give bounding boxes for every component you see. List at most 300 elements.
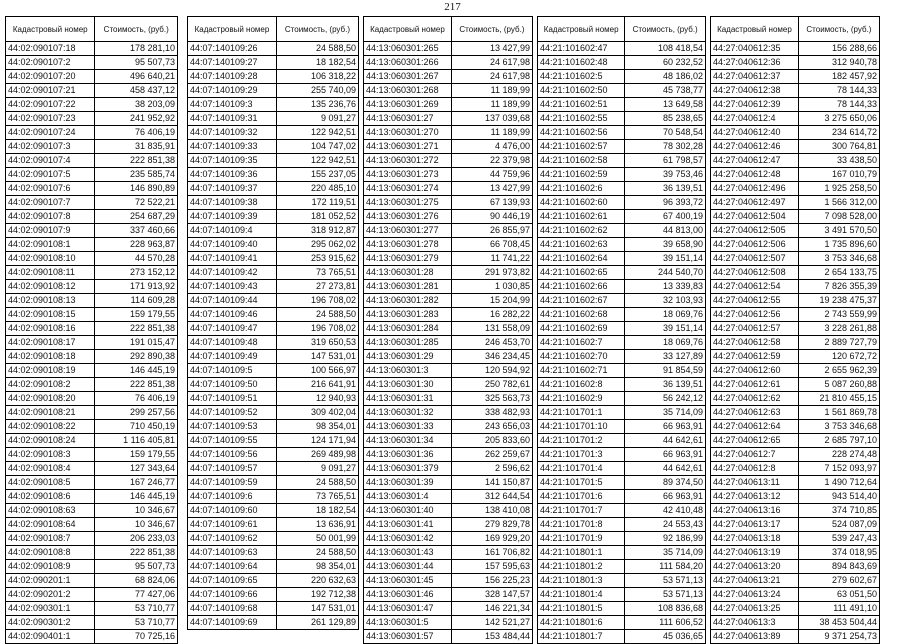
cadastral-number-cell: 44:27:040613:20 — [711, 560, 799, 574]
cost-cell: 53 571,13 — [625, 574, 706, 588]
table-row — [538, 126, 706, 140]
table-row — [188, 70, 359, 84]
cost-cell: 70 548,54 — [625, 126, 706, 140]
cost-cell: 299 257,56 — [95, 406, 178, 420]
table-row — [188, 42, 359, 56]
cadastral-number-cell: 44:21:101602:55 — [538, 112, 625, 126]
cadastral-number-cell: 44:07:140109:61 — [188, 518, 277, 532]
cost-cell: 228 963,87 — [95, 238, 178, 252]
cost-cell: 44 642,61 — [625, 462, 706, 476]
cadastral-number-cell: 44:02:090108:21 — [6, 406, 95, 420]
cost-cell: 206 233,03 — [95, 532, 178, 546]
cadastral-number-cell: 44:07:140109:39 — [188, 210, 277, 224]
cadastral-number-cell: 44:02:090108:12 — [6, 280, 95, 294]
cost-cell: 138 410,08 — [451, 504, 532, 518]
table-row — [364, 616, 533, 630]
table-row — [711, 392, 880, 406]
cost-cell: 21 810 455,15 — [798, 392, 879, 406]
table-row — [711, 532, 880, 546]
cadastral-number-cell: 44:07:140109:29 — [188, 84, 277, 98]
table-row — [364, 168, 533, 182]
cadastral-number-cell: 44:21:101701:7 — [538, 504, 625, 518]
cost-cell: 122 942,51 — [276, 154, 358, 168]
table-row — [538, 322, 706, 336]
cadastral-number-cell: 44:21:101602:57 — [538, 140, 625, 154]
cost-cell: 255 740,09 — [276, 84, 358, 98]
cadastral-number-cell: 44:02:090108:63 — [6, 504, 95, 518]
cadastral-number-cell: 44:13:060301:275 — [364, 196, 452, 210]
cadastral-number-cell: 44:27:040612:59 — [711, 350, 799, 364]
cadastral-number-cell: 44:02:090108:15 — [6, 308, 95, 322]
table-header-row — [364, 17, 533, 42]
cost-cell: 156 225,23 — [451, 574, 532, 588]
cost-cell: 9 371 254,73 — [798, 630, 879, 644]
cost-cell: 169 929,20 — [451, 532, 532, 546]
table-row — [364, 462, 533, 476]
cadastral-number-cell: 44:27:040612:48 — [711, 168, 799, 182]
table-row — [538, 504, 706, 518]
cadastral-number-cell: 44:21:101701:9 — [538, 532, 625, 546]
cost-cell: 1 030,85 — [451, 280, 532, 294]
cost-cell: 78 144,33 — [798, 84, 879, 98]
cost-cell: 262 259,67 — [451, 448, 532, 462]
cost-cell: 39 151,14 — [625, 252, 706, 266]
cost-cell: 216 641,91 — [276, 378, 358, 392]
table-row — [364, 266, 533, 280]
table-row — [364, 98, 533, 112]
cadastral-number-cell: 44:07:140109:68 — [188, 602, 277, 616]
cost-cell: 153 484,44 — [451, 630, 532, 644]
table-row — [188, 546, 359, 560]
cadastral-number-cell: 44:02:090107:4 — [6, 154, 95, 168]
cost-cell: 24 588,50 — [276, 42, 358, 56]
cadastral-number-cell: 44:21:101602:65 — [538, 266, 625, 280]
cadastral-number-cell: 44:13:060301:265 — [364, 42, 452, 56]
cadastral-number-cell: 44:21:101602:60 — [538, 196, 625, 210]
cost-cell: 178 281,10 — [95, 42, 178, 56]
cadastral-number-cell: 44:02:090108:1 — [6, 238, 95, 252]
table-row — [538, 84, 706, 98]
table-row — [538, 602, 706, 616]
cost-cell: 73 765,51 — [276, 490, 358, 504]
cost-cell: 120 594,92 — [451, 364, 532, 378]
table-row — [364, 42, 533, 56]
cost-cell: 19 238 475,37 — [798, 294, 879, 308]
table-row — [711, 420, 880, 434]
cadastral-number-cell: 44:07:140109:64 — [188, 560, 277, 574]
cost-cell: 235 585,74 — [95, 168, 178, 182]
cost-cell: 96 393,72 — [625, 196, 706, 210]
cadastral-number-cell: 44:07:140109:38 — [188, 196, 277, 210]
cost-cell: 12 940,93 — [276, 392, 358, 406]
cadastral-number-cell: 44:21:101602:51 — [538, 98, 625, 112]
cost-cell: 279 602,67 — [798, 574, 879, 588]
cost-cell: 2 596,62 — [451, 462, 532, 476]
cost-cell: 67 139,93 — [451, 196, 532, 210]
cost-cell: 374 018,95 — [798, 546, 879, 560]
cadastral-number-cell: 44:02:090107:23 — [6, 112, 95, 126]
cadastral-number-cell: 44:13:060301:266 — [364, 56, 452, 70]
cost-cell: 161 706,82 — [451, 546, 532, 560]
cadastral-number-cell: 44:21:101701:3 — [538, 448, 625, 462]
cost-cell: 15 204,99 — [451, 294, 532, 308]
cadastral-number-cell: 44:13:060301:3 — [364, 364, 452, 378]
table-row — [711, 294, 880, 308]
cadastral-number-cell: 44:02:090108:2 — [6, 378, 95, 392]
cadastral-number-cell: 44:27:040612:506 — [711, 238, 799, 252]
cadastral-number-cell: 44:27:040612:57 — [711, 322, 799, 336]
cost-cell: 36 139,51 — [625, 182, 706, 196]
cost-cell: 48 186,02 — [625, 70, 706, 84]
cost-cell: 894 843,69 — [798, 560, 879, 574]
cost-cell: 159 179,55 — [95, 448, 178, 462]
cadastral-number-cell: 44:21:101801:5 — [538, 602, 625, 616]
table-row — [364, 210, 533, 224]
cadastral-number-cell: 44:27:040612:63 — [711, 406, 799, 420]
cadastral-number-cell: 44:02:090108:64 — [6, 518, 95, 532]
table-row — [6, 84, 178, 98]
cadastral-number-cell: 44:27:040613:25 — [711, 602, 799, 616]
table-row — [188, 126, 359, 140]
cadastral-number-cell: 44:07:140109:32 — [188, 126, 277, 140]
cadastral-number-cell: 44:21:101801:7 — [538, 630, 625, 644]
cost-cell: 338 482,93 — [451, 406, 532, 420]
table-row — [364, 56, 533, 70]
table-row — [188, 84, 359, 98]
cadastral-number-cell: 44:27:040612:497 — [711, 196, 799, 210]
cost-cell: 39 151,14 — [625, 322, 706, 336]
cost-cell: 56 242,12 — [625, 392, 706, 406]
cost-cell: 1 116 405,81 — [95, 434, 178, 448]
table-row — [711, 560, 880, 574]
table-row — [6, 448, 178, 462]
cadastral-number-cell: 44:07:140109:6 — [188, 490, 277, 504]
cadastral-number-cell: 44:13:060301:276 — [364, 210, 452, 224]
cost-cell: 167 010,79 — [798, 168, 879, 182]
cost-cell: 524 087,09 — [798, 518, 879, 532]
table-row — [711, 364, 880, 378]
table-row — [538, 112, 706, 126]
header-cost: Стоимость, (руб.) — [798, 17, 879, 42]
cost-cell: 2 655 962,39 — [798, 364, 879, 378]
cadastral-number-cell: 44:02:090301:2 — [6, 616, 95, 630]
table-row — [188, 560, 359, 574]
cost-cell: 44 642,61 — [625, 434, 706, 448]
cost-cell: 191 015,47 — [95, 336, 178, 350]
cost-cell: 24 588,50 — [276, 308, 358, 322]
cost-cell: 244 540,70 — [625, 266, 706, 280]
cadastral-number-cell: 44:02:090108:19 — [6, 364, 95, 378]
table-row — [188, 378, 359, 392]
header-cadastral-number: Кадастровый номер — [538, 17, 625, 42]
cadastral-number-cell: 44:13:060301:46 — [364, 588, 452, 602]
table-row — [364, 392, 533, 406]
cadastral-number-cell: 44:07:140109:57 — [188, 462, 277, 476]
cadastral-number-cell: 44:02:090201:1 — [6, 574, 95, 588]
cadastral-number-cell: 44:07:140109:37 — [188, 182, 277, 196]
cadastral-number-cell: 44:02:090301:1 — [6, 602, 95, 616]
cadastral-number-cell: 44:02:090401:1 — [6, 630, 95, 644]
header-cadastral-number: Кадастровый номер — [188, 17, 277, 42]
cost-cell: 171 913,92 — [95, 280, 178, 294]
table-row — [711, 182, 880, 196]
cadastral-number-cell: 44:02:090108:16 — [6, 322, 95, 336]
cost-cell: 44 570,28 — [95, 252, 178, 266]
cadastral-number-cell: 44:02:090108:8 — [6, 546, 95, 560]
table-row — [538, 98, 706, 112]
cadastral-number-cell: 44:02:090107:20 — [6, 70, 95, 84]
table-row — [538, 280, 706, 294]
cadastral-number-cell: 44:21:101701:8 — [538, 518, 625, 532]
table-row — [6, 56, 178, 70]
cadastral-number-cell: 44:27:040612:37 — [711, 70, 799, 84]
table-row — [188, 616, 359, 630]
table-row — [188, 602, 359, 616]
cost-cell: 13 427,99 — [451, 42, 532, 56]
table-row — [6, 602, 178, 616]
table-row — [538, 392, 706, 406]
cadastral-number-cell: 44:27:040612:7 — [711, 448, 799, 462]
table-row — [188, 350, 359, 364]
cost-cell: 45 036,65 — [625, 630, 706, 644]
cost-cell: 205 833,60 — [451, 434, 532, 448]
cadastral-number-cell: 44:21:101801:2 — [538, 560, 625, 574]
cadastral-number-cell: 44:27:040612:507 — [711, 252, 799, 266]
cadastral-number-cell: 44:27:040612:40 — [711, 126, 799, 140]
cadastral-number-cell: 44:13:060301:269 — [364, 98, 452, 112]
table-row — [538, 546, 706, 560]
cost-cell: 18 182,54 — [276, 56, 358, 70]
table-row — [364, 294, 533, 308]
table-row — [538, 574, 706, 588]
table-row — [711, 448, 880, 462]
table-row — [538, 616, 706, 630]
cost-cell: 11 189,99 — [451, 98, 532, 112]
table-row — [6, 490, 178, 504]
table-row — [6, 392, 178, 406]
cadastral-number-cell: 44:21:101602:59 — [538, 168, 625, 182]
cadastral-number-cell: 44:02:090108:10 — [6, 252, 95, 266]
cadastral-number-cell: 44:02:090108:6 — [6, 490, 95, 504]
cost-cell: 246 453,70 — [451, 336, 532, 350]
cost-cell: 26 855,97 — [451, 224, 532, 238]
cadastral-number-cell: 44:27:040613:18 — [711, 532, 799, 546]
table-row — [364, 574, 533, 588]
cost-cell: 7 098 528,00 — [798, 210, 879, 224]
cadastral-number-cell: 44:07:140109:46 — [188, 308, 277, 322]
cost-cell: 63 051,50 — [798, 588, 879, 602]
cadastral-number-cell: 44:07:140109:41 — [188, 252, 277, 266]
cost-cell: 374 710,85 — [798, 504, 879, 518]
table-row — [364, 238, 533, 252]
cost-cell: 146 445,19 — [95, 364, 178, 378]
table-row — [711, 434, 880, 448]
cost-cell: 53 710,77 — [95, 616, 178, 630]
cadastral-number-cell: 44:21:101602:69 — [538, 322, 625, 336]
table-row — [6, 70, 178, 84]
cost-cell: 33 127,89 — [625, 350, 706, 364]
table-row — [538, 490, 706, 504]
cost-cell: 92 186,99 — [625, 532, 706, 546]
cost-cell: 39 753,46 — [625, 168, 706, 182]
table-row — [538, 532, 706, 546]
cadastral-number-cell: 44:07:140109:40 — [188, 238, 277, 252]
cadastral-number-cell: 44:07:140109:33 — [188, 140, 277, 154]
cost-cell: 72 522,21 — [95, 196, 178, 210]
cost-cell: 1 925 258,50 — [798, 182, 879, 196]
table-row — [711, 462, 880, 476]
cadastral-number-cell: 44:21:101602:64 — [538, 252, 625, 266]
cadastral-number-cell: 44:27:040612:62 — [711, 392, 799, 406]
cadastral-number-cell: 44:07:140109:56 — [188, 448, 277, 462]
table-row — [711, 126, 880, 140]
cost-cell: 90 446,19 — [451, 210, 532, 224]
cost-table-4 — [537, 16, 706, 644]
cost-cell: 42 410,48 — [625, 504, 706, 518]
table-row — [538, 588, 706, 602]
cost-cell: 196 708,02 — [276, 294, 358, 308]
cost-cell: 1 566 312,00 — [798, 196, 879, 210]
cadastral-number-cell: 44:27:040612:35 — [711, 42, 799, 56]
cost-cell: 98 354,01 — [276, 420, 358, 434]
table-row — [188, 448, 359, 462]
table-row — [538, 350, 706, 364]
cost-cell: 114 609,28 — [95, 294, 178, 308]
table-row — [711, 238, 880, 252]
cost-cell: 300 764,81 — [798, 140, 879, 154]
header-cost: Стоимость, (руб.) — [276, 17, 358, 42]
table-row — [711, 210, 880, 224]
table-row — [188, 196, 359, 210]
cadastral-number-cell: 44:21:101602:68 — [538, 308, 625, 322]
header-cadastral-number: Кадастровый номер — [6, 17, 95, 42]
cadastral-number-cell: 44:02:090107:22 — [6, 98, 95, 112]
cadastral-number-cell: 44:27:040612:508 — [711, 266, 799, 280]
cost-cell: 111 491,10 — [798, 602, 879, 616]
cost-cell: 78 144,33 — [798, 98, 879, 112]
cost-cell: 45 738,77 — [625, 84, 706, 98]
cost-cell: 325 563,73 — [451, 392, 532, 406]
cadastral-number-cell: 44:21:101602:70 — [538, 350, 625, 364]
cadastral-number-cell: 44:07:140109:44 — [188, 294, 277, 308]
cost-cell: 228 274,48 — [798, 448, 879, 462]
table-row — [364, 112, 533, 126]
table-row — [188, 182, 359, 196]
table-row — [6, 532, 178, 546]
cost-cell: 241 952,92 — [95, 112, 178, 126]
cadastral-number-cell: 44:13:060301:271 — [364, 140, 452, 154]
cost-cell: 312 644,54 — [451, 490, 532, 504]
cadastral-number-cell: 44:07:140109:42 — [188, 266, 277, 280]
cost-cell: 36 139,51 — [625, 378, 706, 392]
cadastral-number-cell: 44:07:140109:51 — [188, 392, 277, 406]
cost-cell: 3 491 570,50 — [798, 224, 879, 238]
cost-cell: 122 942,51 — [276, 126, 358, 140]
cadastral-number-cell: 44:21:101602:56 — [538, 126, 625, 140]
cadastral-number-cell: 44:07:140109:62 — [188, 532, 277, 546]
cadastral-number-cell: 44:02:090108:9 — [6, 560, 95, 574]
cost-cell: 70 725,16 — [95, 630, 178, 644]
cadastral-number-cell: 44:07:140109:3 — [188, 98, 277, 112]
table-row — [538, 518, 706, 532]
cadastral-number-cell: 44:02:090107:7 — [6, 196, 95, 210]
table-row — [364, 154, 533, 168]
table-row — [711, 336, 880, 350]
cost-cell: 73 765,51 — [276, 266, 358, 280]
table-row — [538, 168, 706, 182]
table-row — [364, 350, 533, 364]
cadastral-number-cell: 44:02:090108:20 — [6, 392, 95, 406]
cadastral-number-cell: 44:27:040612:8 — [711, 462, 799, 476]
cost-cell: 95 507,73 — [95, 560, 178, 574]
table-row — [538, 266, 706, 280]
cost-cell: 312 940,78 — [798, 56, 879, 70]
cost-cell: 192 712,38 — [276, 588, 358, 602]
cadastral-number-cell: 44:07:140109:55 — [188, 434, 277, 448]
cadastral-number-cell: 44:21:101602:71 — [538, 364, 625, 378]
cadastral-number-cell: 44:27:040612:61 — [711, 378, 799, 392]
table-row — [6, 98, 178, 112]
cost-cell: 220 632,63 — [276, 574, 358, 588]
cadastral-number-cell: 44:02:090107:6 — [6, 182, 95, 196]
cadastral-number-cell: 44:13:060301:268 — [364, 84, 452, 98]
cadastral-number-cell: 44:13:060301:41 — [364, 518, 452, 532]
cost-cell: 127 343,64 — [95, 462, 178, 476]
table-row — [6, 224, 178, 238]
cadastral-number-cell: 44:02:090201:2 — [6, 588, 95, 602]
cadastral-number-cell: 44:13:060301:5 — [364, 616, 452, 630]
cost-cell: 77 427,06 — [95, 588, 178, 602]
table-header-row — [538, 17, 706, 42]
cost-cell: 328 147,57 — [451, 588, 532, 602]
cost-cell: 1 490 712,64 — [798, 476, 879, 490]
table-row — [364, 588, 533, 602]
table-row — [711, 266, 880, 280]
cost-cell: 222 851,38 — [95, 322, 178, 336]
cadastral-number-cell: 44:27:040613:19 — [711, 546, 799, 560]
table-row — [188, 574, 359, 588]
cadastral-number-cell: 44:27:040612:47 — [711, 154, 799, 168]
cost-cell: 53 571,13 — [625, 588, 706, 602]
cost-table-2 — [187, 16, 359, 630]
cost-cell: 68 824,06 — [95, 574, 178, 588]
cost-cell: 243 656,03 — [451, 420, 532, 434]
cadastral-number-cell: 44:21:101801:3 — [538, 574, 625, 588]
cadastral-number-cell: 44:13:060301:30 — [364, 378, 452, 392]
table-row — [364, 518, 533, 532]
table-row — [6, 210, 178, 224]
cadastral-number-cell: 44:02:090108:5 — [6, 476, 95, 490]
table-row — [538, 462, 706, 476]
table-row — [364, 420, 533, 434]
cost-cell: 137 039,68 — [451, 112, 532, 126]
table-row — [538, 140, 706, 154]
cadastral-number-cell: 44:13:060301:43 — [364, 546, 452, 560]
table-row — [364, 280, 533, 294]
cost-cell: 292 890,38 — [95, 350, 178, 364]
header-cost: Стоимость, (руб.) — [95, 17, 178, 42]
table-row — [538, 630, 706, 644]
cadastral-number-cell: 44:27:040613:24 — [711, 588, 799, 602]
cost-cell: 142 521,27 — [451, 616, 532, 630]
table-row — [188, 308, 359, 322]
cost-cell: 172 119,51 — [276, 196, 358, 210]
cost-cell: 38 203,09 — [95, 98, 178, 112]
table-row — [364, 434, 533, 448]
cost-cell: 11 189,99 — [451, 126, 532, 140]
cost-cell: 3 753 346,68 — [798, 420, 879, 434]
table-row — [538, 182, 706, 196]
